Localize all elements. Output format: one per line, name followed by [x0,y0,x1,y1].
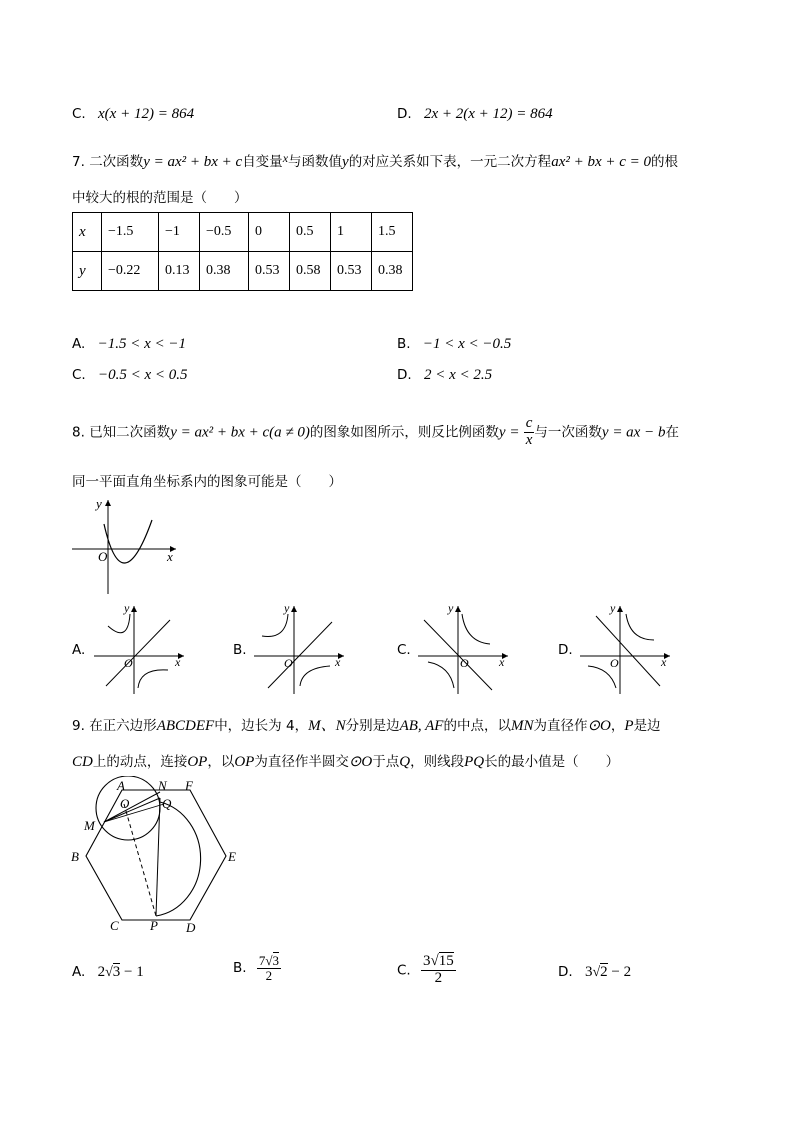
axis-x-label: x [175,655,181,669]
q7-value-table [72,212,413,291]
origin-label: O [460,656,469,670]
axis-y-label: y [448,601,454,615]
table-row-y [73,252,413,291]
table-cell: 0.53 [249,252,290,291]
table-cell: 0.53 [331,252,372,291]
table-cell: −1.5 [102,213,159,252]
table-cell: −0.5 [200,213,249,252]
q8-option-b-graph[interactable] [248,600,352,696]
label-a: A [117,778,125,793]
table-cell: 1 [331,213,372,252]
table-cell: 0.5 [290,213,331,252]
label-f: F [185,778,193,793]
axis-x-label: x [335,655,341,669]
axis-y-label: y [96,496,102,511]
table-cell: 0 [249,213,290,252]
origin-label: O [124,656,133,670]
axis-y-label: y [124,601,130,615]
label-c: C [110,918,119,933]
table-cell: x [73,213,102,252]
q8-option-b-label[interactable]: B. [233,642,247,658]
table-cell: 0.58 [290,252,331,291]
q8-option-c-label[interactable]: C. [397,642,411,658]
q7-stem-line1: 7. 二次函数y = ax² + bx + c自变量x与函数值y的对应关系如下表，一元二次方程ax² + bx + c = 0的根 [72,151,679,170]
q8-option-d-graph[interactable] [574,600,678,696]
axis-x-label: x [661,655,667,669]
q9-option-b[interactable]: B. $\frac{7√3}{2}$ [233,953,279,983]
axis-y-label: y [284,601,290,615]
q6-option-d[interactable]: D. 2x + 2(x + 12) = 864 [397,106,553,122]
table-cell: 0.38 [200,252,249,291]
q6-option-c[interactable]: C. x(x + 12) = 864 [72,106,195,122]
q8-parabola-figure [66,494,186,596]
label-n: N [158,778,167,793]
q9-stem-line2: CD上的动点，连接OP，以OP为直径作半圆交⊙O于点Q，则线段PQ长的最小值是（ ） [72,754,620,770]
label-d: D [186,920,196,935]
table-cell: y [73,252,102,291]
label-m: M [84,818,95,833]
axis-x-label: x [167,549,173,564]
label-e: E [228,849,236,864]
label-b: B [71,849,79,864]
q8-stem-line2: 同一平面直角坐标系内的图象可能是（ ） [72,474,342,490]
origin-label: O [284,656,293,670]
axis-x-label: x [499,655,505,669]
q9-stem-line1: 9. 在正六边形ABCDEF中，边长为 4，M、N分别是边AB, AF的中点，以MN为直径作⊙O，P是边 [72,718,661,734]
table-cell: −0.22 [102,252,159,291]
q8-stem-line1: 8. 已知二次函数y = ax² + bx + c(a ≠ 0)的图象如图所示，则反比例函数y = $\frac{c}{x}$ 与一次函数y = ax − b在 [72,415,679,448]
q7-stem-line2: 中较大的根的范围是（ ） [72,190,248,206]
q8-option-d-label[interactable]: D. [558,642,573,658]
q8-option-a-label[interactable]: A. [72,642,86,658]
q9-option-c[interactable]: C. $\frac{3√15}{2}$ [397,953,454,986]
table-cell: 0.38 [372,252,413,291]
q9-option-a[interactable]: A. 2√3 − 1 [72,964,144,980]
table-cell: −1 [159,213,200,252]
label-q: Q [162,796,172,811]
q7-option-b[interactable]: B. −1 < x < −0.5 [397,336,512,352]
label-p: P [150,918,158,933]
q7-option-d[interactable]: D. 2 < x < 2.5 [397,367,493,383]
label-o: O [120,796,130,811]
origin-label: O [98,549,108,564]
q9-hexagon-figure [66,776,250,938]
q9-option-d[interactable]: D. 3√2 − 2 [558,964,632,980]
fraction-c-over-x: $\frac{c}{x}$ [525,415,533,448]
table-cell: 0.13 [159,252,200,291]
q7-option-c[interactable]: C. −0.5 < x < 0.5 [72,367,188,383]
q7-option-a[interactable]: A. −1.5 < x < −1 [72,336,186,352]
table-cell: 1.5 [372,213,413,252]
q8-option-a-graph[interactable] [88,600,192,696]
axis-y-label: y [610,601,616,615]
q8-option-c-graph[interactable] [412,600,516,696]
table-row-x [73,213,413,252]
origin-label: O [610,656,619,670]
